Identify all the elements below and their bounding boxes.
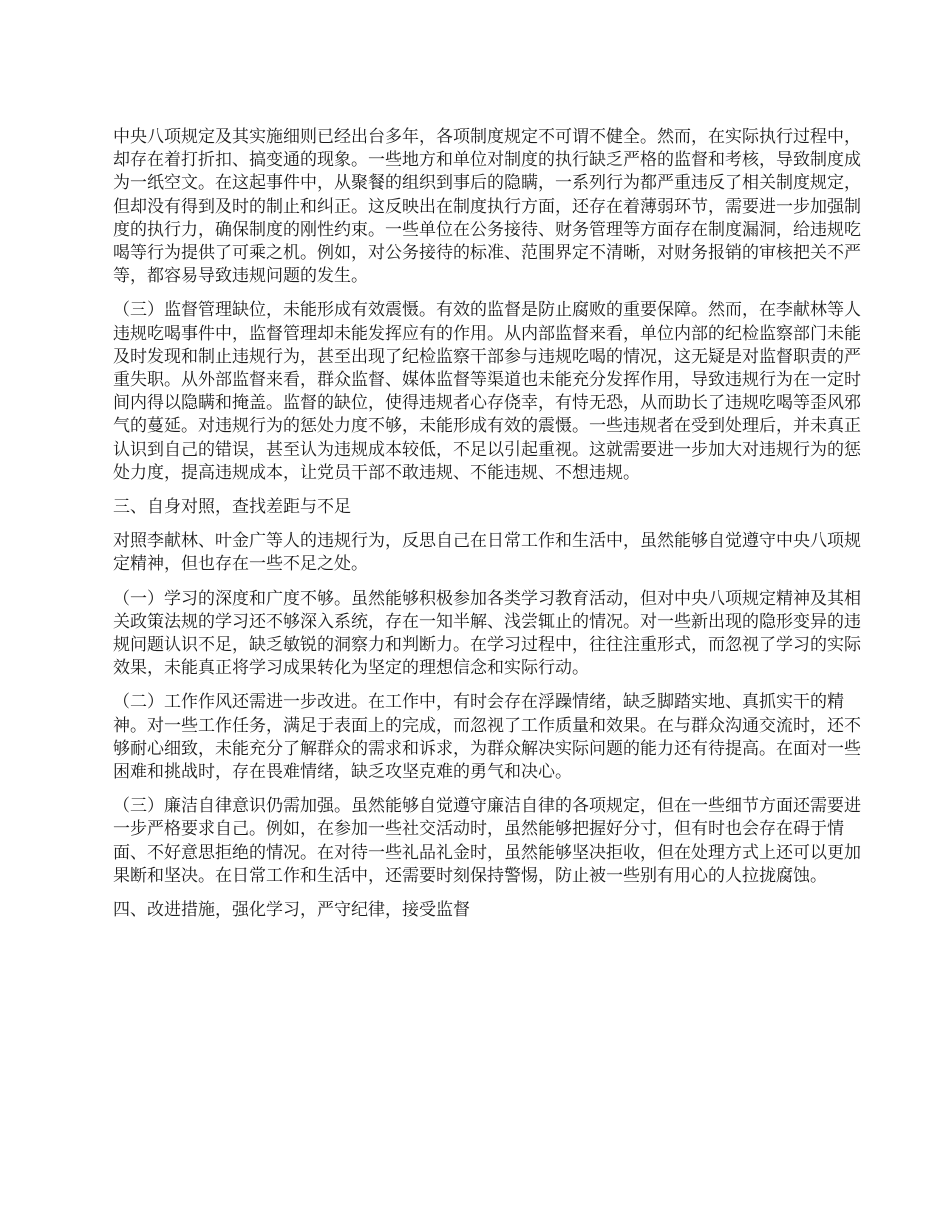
paragraph-system-execution: 中央八项规定及其实施细则已经出台多年，各项制度规定不可谓不健全。然而，在实际执行过程中，却存在着打折扣、搞变通的现象。一些地方和单位对制度的执行缺乏严格的监督和考核，导致制度成为一纸空文。在这起事件中，从聚餐的组织到事后的隐瞒，一系列行为都严重违反了相关制度规定，但却没有得到及时的制止和纠正。这反映出在制度执行方面，还存在着薄弱环节，需要进一步加强制度的执行力，确保制度的刚性约束。一些单位在公务接待、财务管理等方面存在制度漏洞，给违规吃喝等行为提供了可乘之机。例如，对公务接待的标准、范围界定不清晰，对财务报销的审核把关不严等，都容易导致违规问题的发生。 <box>113 127 861 287</box>
paragraph-study-depth: （一）学习的深度和广度不够。虽然能够积极参加各类学习教育活动，但对中央八项规定精神及其相关政策法规的学习还不够深入系统，存在一知半解、浅尝辄止的情况。对一些新出现的隐形变异的违规问题认识不足，缺乏敏锐的洞察力和判断力。在学习过程中，往往注重形式，而忽视了学习的实际效果，未能真正将学习成果转化为坚定的理想信念和实际行动。 <box>113 588 861 679</box>
paragraph-supervision-gap: （三）监督管理缺位，未能形成有效震慑。有效的监督是防止腐败的重要保障。然而，在李献林等人违规吃喝事件中，监督管理却未能发挥应有的作用。从内部监督来看，单位内部的纪检监察部门未能及时发现和制止违规行为，甚至出现了纪检监察干部参与违规吃喝的情况，这无疑是对监督职责的严重失职。从外部监督来看，群众监督、媒体监督等渠道也未能充分发挥作用，导致违规行为在一定时间内得以隐瞒和掩盖。监督的缺位，使得违规者心存侥幸，有恃无恐，从而助长了违规吃喝等歪风邪气的蔓延。对违规行为的惩处力度不够，未能形成有效的震慑。一些违规者在受到处理后，并未真正认识到自己的错误，甚至认为违规成本较低，不足以引起重视。这就需要进一步加大对违规行为的惩处力度，提高违规成本，让党员干部不敢违规、不能违规、不想违规。 <box>113 300 861 483</box>
paragraph-integrity: （三）廉洁自律意识仍需加强。虽然能够自觉遵守廉洁自律的各项规定，但在一些细节方面还需要进一步严格要求自己。例如，在参加一些社交活动时，虽然能够把握好分寸，但有时也会存在碍于情面、不好意思拒绝的情况。在对待一些礼品礼金时，虽然能够坚决拒收，但在处理方式上还可以更加果断和坚决。在日常工作和生活中，还需要时刻保持警惕，防止被一些别有用心的人拉拢腐蚀。 <box>113 796 861 886</box>
paragraph-work-style: （二）工作作风还需进一步改进。在工作中，有时会存在浮躁情绪，缺乏脚踏实地、真抓实干的精神。对一些工作任务，满足于表面上的完成，而忽视了工作质量和效果。在与群众沟通交流时，还不够耐心细致，未能充分了解群众的需求和诉求，为群众解决实际问题的能力还有待提高。在面对一些困难和挑战时，存在畏难情绪，缺乏攻坚克难的勇气和决心。 <box>113 692 861 783</box>
section-heading-self-check: 三、自身对照，查找差距与不足 <box>113 497 351 518</box>
paragraph-self-reflection-intro: 对照李献林、叶金广等人的违规行为，反思自己在日常工作和生活中，虽然能够自觉遵守中央八项规定精神，但也存在一些不足之处。 <box>113 531 861 575</box>
document-body <box>113 126 861 933</box>
section-heading-improvement: 四、改进措施，强化学习，严守纪律，接受监督 <box>113 900 470 921</box>
